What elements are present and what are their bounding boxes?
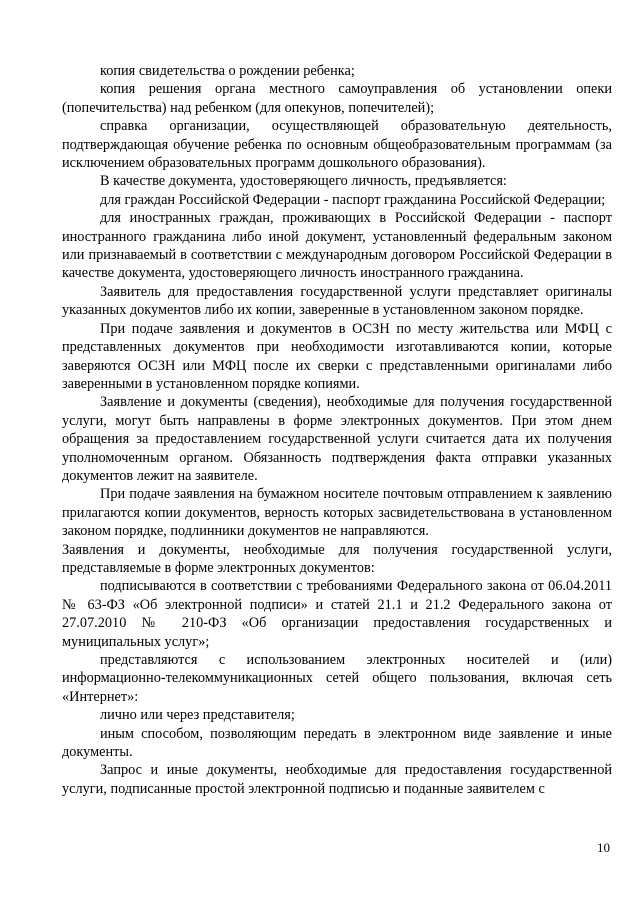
paragraph-1: копия свидетельства о рождении ребенка; xyxy=(100,63,355,79)
paragraph-4: В качестве документа, удостоверяющего личность, предъявляется: xyxy=(100,173,507,190)
paragraph-8: При подаче заявления и документов в ОСЗН по месту жительства или МФЦ с представленных документов при необходимости изготавливаются копии, которые заверяются ОСЗН или МФЦ после их сверки с представленными оригиналами либо заверенными в установленном порядке копиями. xyxy=(62,320,612,392)
paragraph-3: справка организации, осуществляющей образовательную деятельность, подтверждающая обучение ребенка по основным общеобразовательным программам (за исключением образовательных программ дошкольного образования). xyxy=(62,118,612,172)
paragraph-12: подписываются в соответствии с требованиями Федерального закона от 06.04.2011 № 63-ФЗ «Об электронной подписи» и статей 21.1 и 21.2 Федерального закона от 27.07.2010 № 210-ФЗ «Об организации предоставления государственных и муниципальных услуг»; xyxy=(62,578,612,650)
paragraph-7: Заявитель для предоставления государственной услуги представляет оригиналы указанных документов либо их копии, заверенные в установленном законом порядке. xyxy=(62,283,612,319)
paragraph-9: Заявление и документы (сведения), необходимые для получения государственной услуги, могут быть направлены в форме электронных документов. При этом днем обращения за предоставлением государственной услуги считается дата их получения уполномоченным органом. Обязанность подтверждения факта отправки указанных документов лежит на заявителе. xyxy=(62,394,612,484)
page-number: 10 xyxy=(597,840,610,855)
paragraph-15: иным способом, позволяющим передать в электронном виде заявление и иные документы. xyxy=(62,725,612,761)
paragraph-14: лично или через представителя; xyxy=(100,707,295,724)
paragraph-6: для иностранных граждан, проживающих в Российской Федерации - паспорт иностранного гражданина либо иной документ, установленный федеральным законом или признаваемый в соответствии с международным договором Российской Федерации в качестве документа, удостоверяющего личность иностранного гражданина. xyxy=(62,210,612,282)
paragraph-11: Заявления и документы, необходимые для получения государственной услуги, представляемые в форме электронных документов: xyxy=(62,541,612,576)
paragraph-5: для граждан Российской Федерации - паспорт гражданина Российской Федерации; xyxy=(100,191,606,208)
paragraph-10: При подаче заявления на бумажном носителе почтовым отправлением к заявлению прилагаются копии документов, верность которых засвидетельствована в установленном законом порядке, подлинники документов не направляются. xyxy=(62,486,612,540)
document-body xyxy=(62,62,612,798)
paragraph-2: копия решения органа местного самоуправления об установлении опеки (попечительства) над ребенком (для опекунов, попечителей); xyxy=(62,81,612,116)
paragraph-13: представляются с использованием электронных носителей и (или) информационно-телекоммуникационных сетей общего пользования, включая сеть «Интернет»: xyxy=(62,652,612,705)
paragraph-16: Запрос и иные документы, необходимые для предоставления государственной услуги, подписанные простой электронной подписью и поданные заявителем с xyxy=(62,762,612,797)
